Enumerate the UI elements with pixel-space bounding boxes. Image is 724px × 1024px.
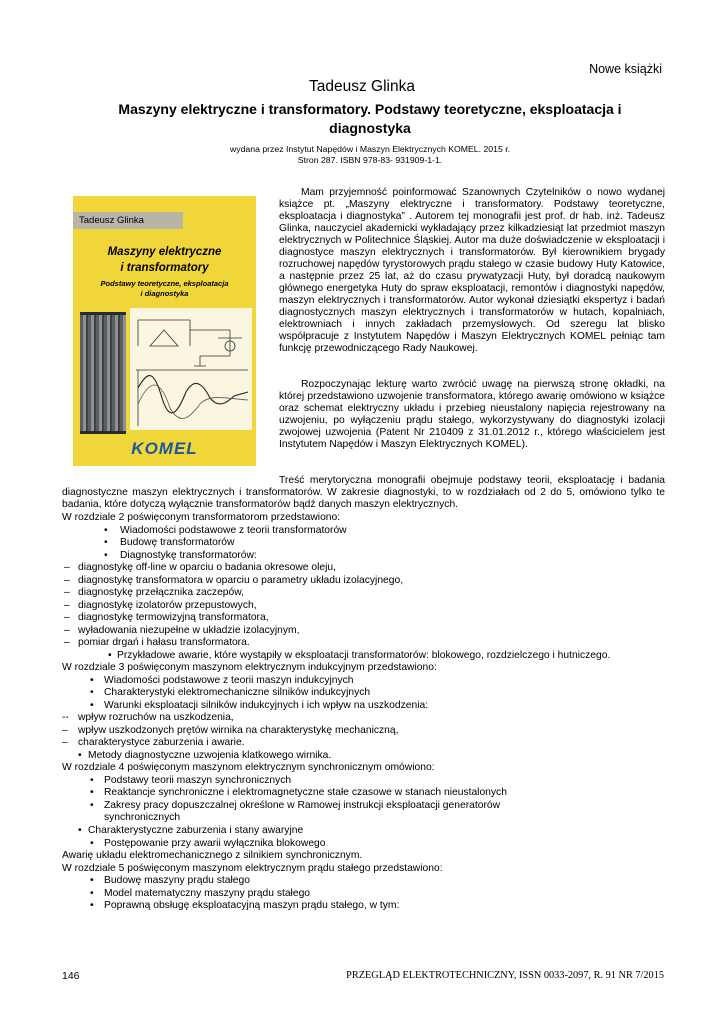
list-item: Postępowanie przy awarii wyłącznika blokowego [104, 837, 326, 849]
list-marker: • [90, 699, 94, 711]
list-item: wpływ rozruchów na uszkodzenia, [78, 712, 234, 724]
list-marker: – [64, 587, 70, 599]
list-item: Reaktancje synchroniczne i elektromagnetyczne stałe czasowe w stanach nieustalonych [104, 787, 507, 799]
body-paragraph: Treść merytoryczna monografii obejmuje podstawy teorii, eksploatację i badania diagnostyczne maszyn elektrycznych i transformatorów. W zakresie diagnostyki, to w rozdziałach od 2 do 5, omówiono tylko te badania, które dotyczą wyłącznie transformatorów bądź danych maszyn elektrycznych. [62, 475, 665, 510]
circuit-diagram-and-waveform [130, 308, 252, 430]
list-item: Wiadomości podstawowe z teorii transformatorów [120, 524, 347, 536]
list-marker: -- [62, 712, 69, 724]
list-item: wpływ uszkodzonych prętów wirnika na charakterystykę mechaniczną, [78, 724, 399, 736]
list-item: Poprawną obsługę eksploatacyjną maszyn prądu stałego, w tym: [104, 900, 400, 912]
page-number: 146 [62, 970, 80, 982]
book-cover [73, 196, 256, 466]
transformer-winding-photo [80, 312, 126, 434]
list-marker: • [90, 837, 94, 849]
body-paragraph: Rozpoczynając lekturę warto zwrócić uwagę na pierwszą stronę okładki, na której przedstawiono uzwojenie transformatora, którego awarię omówiono w książce oraz schemat elektryczny układu i przebieg nieustalony napięcia rejestrowany na uzwojeniu, po wyłączeniu prądu stałego, wykorzystywany do diagnostyki izolacji zwojowej uzwojenia (Patent Nr 210409 z 31.01.2012 r., którego właścicielem jest Instytutem Napędów i Maszyn Elektrycznych KOMEL). [279, 379, 665, 450]
list-item: W rozdziale 2 poświęconym transformatorom przedstawiono: [62, 512, 341, 523]
book-title: Maszyny elektryczne i transformatory. Podstawy teoretyczne, eksploatacja i diagnostyka [118, 101, 622, 136]
list-item: Charakterystyki elektromechaniczne silników indukcyjnych [104, 687, 371, 699]
list-marker: • [90, 674, 94, 686]
list-marker: – [64, 574, 70, 586]
publication-info [90, 144, 650, 166]
list-item: Charakterystyczne zaburzenia i stany awaryjne [88, 825, 304, 836]
cover-author: Tadeusz Glinka [73, 212, 183, 229]
list-item: diagnostykę off-line w oparciu o badania okresowe oleju, [78, 562, 336, 574]
list-marker: • [104, 549, 108, 561]
list-item: Budowę transformatorów [120, 537, 235, 549]
list-item: diagnostykę przełącznika zaczepów, [78, 587, 244, 599]
list-marker: – [64, 624, 70, 636]
list-marker: – [64, 612, 70, 624]
list-item: charakterystyce zaburzenia i awarie. [78, 737, 245, 749]
list-marker: • [90, 887, 94, 899]
publication-line: Stron 287. ISBN 978-83- 931909-1-1. [297, 155, 443, 165]
list-marker: – [64, 599, 70, 611]
cover-subtitle: Podstawy teoretyczne, eksploatacja [100, 279, 229, 288]
list-item: Budowę maszyny prądu stałego [104, 875, 250, 887]
list-item: Warunki eksploatacji silników indukcyjnych i ich wpływ na uszkodzenia: [104, 699, 429, 711]
list-marker: – [64, 637, 70, 649]
cover-title: Maszyny elektryczne [107, 246, 222, 258]
list-marker: – [62, 737, 68, 749]
list-marker: • [90, 774, 94, 786]
list-item: Diagnostykę transformatorów: [120, 549, 257, 561]
list-item: wyładowania niezupełne w układzie izolacyjnym, [78, 624, 300, 636]
journal-footer: PRZEGLĄD ELEKTROTECHNICZNY, ISSN 0033-2097, R. 91 NR 7/2015 [346, 970, 664, 981]
list-item: W rozdziale 4 poświęconym maszynom elektrycznym synchronicznym omówiono: [62, 762, 435, 774]
list-item: Model matematyczny maszyny prądu stałego [104, 887, 311, 899]
komel-logo: KOMEL [131, 439, 198, 458]
list-marker: • [90, 787, 94, 799]
list-item: Zakresy pracy dopuszczalnej określone w Ramowej instrukcji eksploatacji generatorów [104, 799, 501, 811]
list-marker: – [62, 724, 68, 736]
publication-line: wydana przez Instytut Napędów i Maszyn Elektrycznych KOMEL. 2015 r. [229, 144, 511, 154]
cover-title: i transformatory [120, 262, 209, 274]
section-tag: Nowe książki [589, 62, 662, 76]
list-item: Awarię układu elektromechanicznego z silnikiem synchronicznym. [62, 850, 363, 862]
book-author: Tadeusz Glinka [309, 78, 415, 95]
list-item: Przykładowe awarie, które wystąpiły w eksploatacji transformatorów: blokowego, rozdzielczego i hutniczego. [117, 649, 611, 661]
list-item: Wiadomości podstawowe z teorii maszyn indukcyjnych [104, 674, 354, 686]
list-item: diagnostykę izolatorów przepustowych, [78, 599, 257, 611]
list-marker: – [64, 562, 70, 574]
list-marker: • [78, 825, 82, 836]
list-item: synchronicznych [104, 812, 181, 824]
list-item: W rozdziale 5 poświęconym maszynom elektrycznym prądu stałego przedstawiono: [62, 862, 443, 874]
list-marker: • [104, 524, 108, 536]
list-item: pomiar drgań i hałasu transformatora. [78, 637, 250, 649]
body-paragraph: Mam przyjemność poinformować Szanownych Czytelników o nowo wydanej książce pt. „Maszyny elektryczne i transformatory. Podstawy teoretyczne, eksploatacja i diagnostyka” . Autorem tej monografii jest prof. dr hab. inż. Tadeusz Glinka, nauczyciel akademicki wykładający przez kilkadziesiąt lat przedmiot maszyn elektrycznych w Politechnice Śląskiej. Autor ma duże doświadczenie w eksploatacji i diagnostyce maszyn elektrycznych i transformatorów. Był kierownikiem brygady rozruchowej napędów tyrystorowych prądu stałego w czasie budowy Huty Katowice, a następnie przez 25 lat, aż do czasu prywatyzacji Huty, był doradcą naukowym głównego energetyka Huty do spraw eksploatacji, remontów i diagnostyki napędów, maszyn elektrycznych i transformatorów. Autor wykonał dziesiątki ekspertyz i badań diagnostycznych maszyn elektrycznych i transformatorów w hutach, kopalniach, elektrowniach i innych zakładach przemysłowych. Od szeregu lat blisko współpracuje z Instytutem Napędów i Maszyn Elektrycznych KOMEL pełniąc tam funkcję przewodniczącego Rady Naukowej. [279, 187, 665, 354]
list-marker: • [90, 875, 94, 887]
list-item: Metody diagnostyczne uzwojenia klatkowego wirnika. [88, 749, 332, 761]
list-marker: • [90, 900, 94, 912]
list-marker: • [104, 537, 108, 549]
list-item: diagnostykę termowizyjną transformatora, [78, 612, 269, 624]
list-item: W rozdziale 3 poświęconym maszynom elektrycznym indukcyjnym przedstawiono: [62, 662, 437, 674]
list-marker: • [90, 799, 94, 811]
cover-subtitle: i diagnostyka [140, 289, 189, 298]
list-item: Podstawy teorii maszyn synchronicznych [104, 774, 292, 786]
list-item: diagnostykę transformatora w oparciu o parametry układu izolacyjnego, [78, 574, 404, 586]
list-marker: • [78, 749, 82, 761]
list-marker: • [108, 649, 112, 661]
list-marker: • [90, 687, 94, 699]
